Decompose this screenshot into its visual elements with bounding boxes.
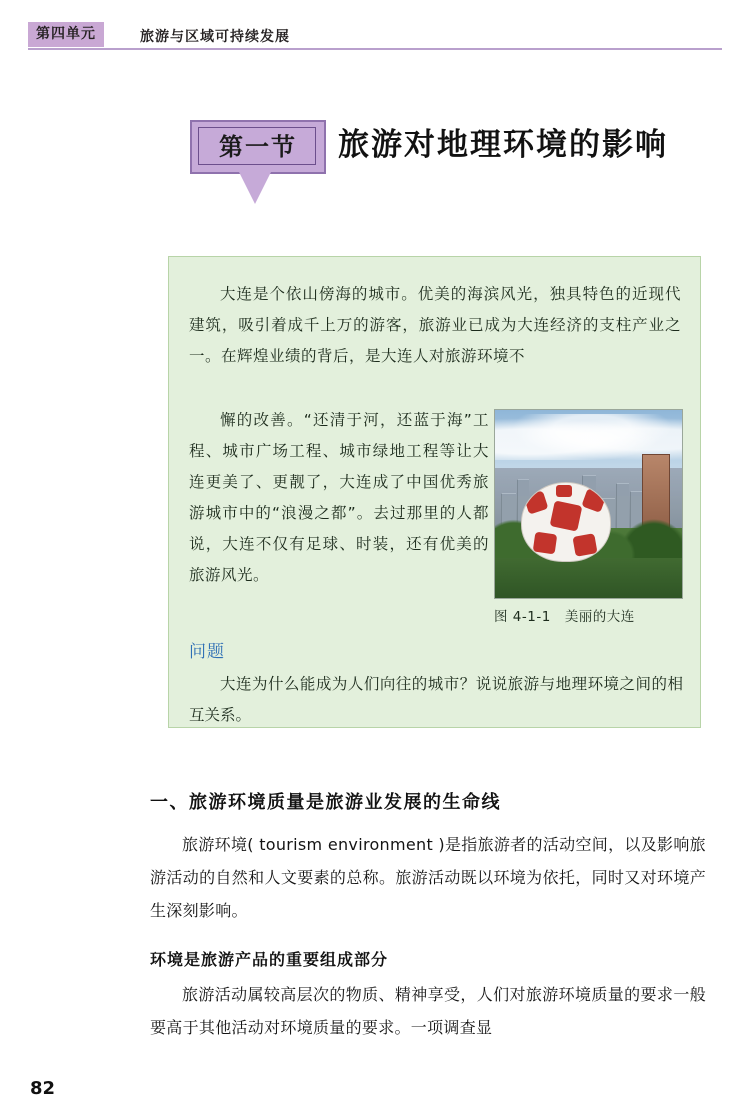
body-heading-2: 环境是旅游产品的重要组成部分: [150, 950, 389, 969]
section-heading: [190, 120, 710, 210]
running-header: [28, 22, 722, 48]
section-badge: [190, 120, 326, 174]
intro-paragraph-side: 懈的改善。“还清于河，还蓝于海”工程、城市广场工程、城市绿地工程等让大连更美了、更靓了，大连成了中国优秀旅游城市中的“浪漫之都”。去过那里的人都说，大连不仅有足球、时装，还有优美的旅游风光。: [189, 411, 489, 584]
intro-paragraph-top: 大连是个依山傍海的城市。优美的海滨风光，独具特色的近现代建筑，吸引着成千上万的游客，旅游业已成为大连经济的支柱产业之一。在辉煌业绩的背后，是大连人对旅游环境不: [189, 285, 681, 365]
body-paragraph-2: 旅游活动属较高层次的物质、精神享受，人们对旅游环境质量的要求一般要高于其他活动对环境质量的要求。一项调查显: [150, 985, 706, 1037]
question-label: 问题: [189, 642, 225, 662]
unit-label: 第四单元: [28, 22, 104, 47]
page-number: 82: [30, 1078, 56, 1099]
intro-box: [168, 256, 701, 728]
body-content: [150, 788, 706, 1050]
section-title: 旅游对地理环境的影响: [338, 127, 668, 163]
section-badge-arrow: [238, 170, 272, 204]
body-heading-1: 一、旅游环境质量是旅游业发展的生命线: [150, 792, 501, 813]
section-badge-label: 第一节: [219, 133, 297, 161]
figure-football-sculpture: [521, 482, 611, 562]
body-paragraph-1: 旅游环境( tourism environment )是指旅游者的活动空间，以及影响旅游活动的自然和人文要素的总称。旅游活动既以环境为依托，同时又对环境产生深刻影响。: [150, 835, 706, 920]
figure-caption: [494, 605, 694, 625]
figure-image-dalian: [494, 409, 683, 599]
figure-caption-text: 美丽的大连: [564, 609, 635, 625]
header-divider: [28, 48, 722, 50]
unit-title: 旅游与区域可持续发展: [140, 29, 290, 45]
figure-number: 图 4-1-1: [494, 609, 551, 625]
question-text: 大连为什么能成为人们向往的城市？说说旅游与地理环境之间的相互关系。: [189, 675, 683, 724]
